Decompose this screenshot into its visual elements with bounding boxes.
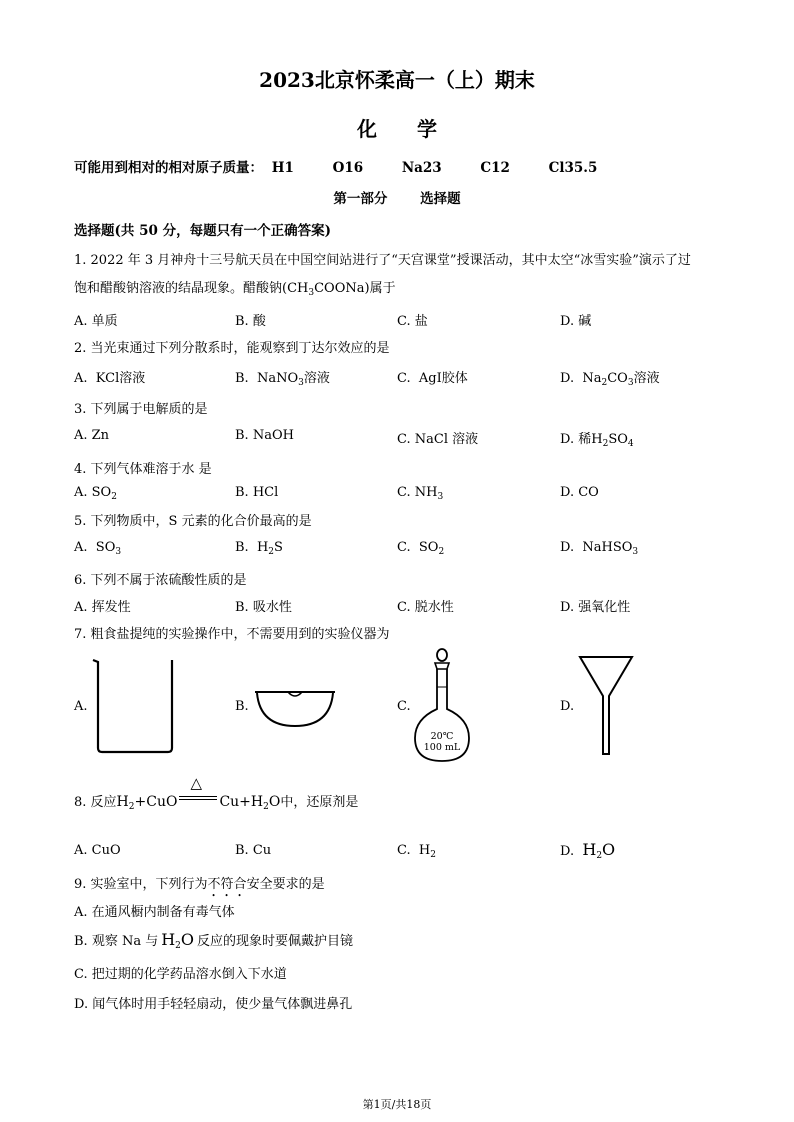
option-text: 溶液 <box>633 371 660 386</box>
q4-stem: 4. 下列气体难溶于水 是 <box>74 462 212 477</box>
q8-option-c[interactable] <box>397 843 436 860</box>
equals-sign <box>179 796 217 800</box>
option-text: 溶液 <box>303 371 330 386</box>
option-text: D. 稀 <box>560 432 592 447</box>
emphasis-text: 不符合 <box>207 877 247 892</box>
reaction <box>116 774 281 812</box>
formula: CH <box>287 281 309 296</box>
flask-label <box>410 731 474 753</box>
q2-option-c[interactable] <box>397 367 468 386</box>
formula-sub: 2 <box>128 802 135 812</box>
formula-sub: 2 <box>175 941 181 951</box>
q7-option-b[interactable]: B. <box>235 699 249 714</box>
q7-option-a[interactable]: A. <box>74 699 88 714</box>
formula: H <box>161 930 176 949</box>
option-letter: A. <box>74 371 88 386</box>
formula-sub: 2 <box>596 851 603 861</box>
mass-item: Na23 <box>401 160 442 176</box>
mass-item: C12 <box>480 160 510 176</box>
q8-option-b[interactable]: B. Cu <box>235 843 272 858</box>
subject-title: 化学 <box>357 117 477 141</box>
funnel-icon <box>577 654 635 758</box>
option-text: 胶体 <box>441 371 468 386</box>
formula: O <box>180 930 195 949</box>
mass-item: O16 <box>332 160 364 176</box>
masses-label: 可能用到相对的相对原子质量： <box>74 160 263 176</box>
formula-sub: 3 <box>115 547 122 557</box>
option-letter: D. <box>560 371 575 386</box>
q1-stem-line2 <box>74 277 396 298</box>
q4-option-c[interactable] <box>397 485 443 502</box>
formula-sub: 3 <box>298 378 304 388</box>
formula: S <box>274 540 283 555</box>
q5-option-a[interactable] <box>74 540 121 557</box>
formula: H <box>582 840 597 859</box>
option-letter: D. <box>560 540 575 555</box>
option-letter: B. <box>235 540 249 555</box>
q7-option-d[interactable]: D. <box>560 699 575 714</box>
formula <box>582 840 615 859</box>
option-text: 反应的现象时要佩戴护目镜 <box>197 934 354 949</box>
q6-option-c[interactable]: C. 脱水性 <box>397 600 454 615</box>
q2-option-d[interactable] <box>560 367 660 388</box>
flask-temp: 20℃ <box>430 731 454 742</box>
formula: H <box>591 432 603 447</box>
formula: Cu+H <box>219 794 264 810</box>
beaker-icon <box>90 656 180 756</box>
q1-text: )属于 <box>364 281 396 296</box>
q6-stem: 6. 下列不属于浓硫酸性质的是 <box>74 573 247 588</box>
q9-text: 安全要求的是 <box>246 877 325 892</box>
mass-item: H1 <box>271 160 294 176</box>
formula: COONa <box>314 281 365 296</box>
q9-stem <box>74 873 325 900</box>
formula-sub: 3 <box>308 288 315 298</box>
section-heading: 选择题(共 50 分，每题只有一个正确答案) <box>74 223 331 239</box>
formula <box>161 930 194 949</box>
page-footer: 第1页/共18页 <box>362 1098 432 1111</box>
formula: SO <box>95 540 116 555</box>
q3-option-d[interactable] <box>560 428 634 449</box>
formula: CO <box>607 371 628 386</box>
formula-sub: 2 <box>111 492 117 502</box>
q9-text: 9. 实验室中，下列行为 <box>74 877 208 892</box>
formula-sub: 3 <box>437 492 444 502</box>
q4-option-b[interactable]: B. HCl <box>235 485 279 500</box>
formula: H <box>418 843 431 858</box>
formula: NaHSO <box>582 540 633 555</box>
evaporating-dish-icon <box>252 686 338 732</box>
q5-option-b[interactable] <box>235 540 283 557</box>
formula: O <box>268 794 281 810</box>
q3-stem: 3. 下列属于电解质的是 <box>74 402 208 417</box>
formula: H <box>256 540 269 555</box>
q9-option-a[interactable]: A. 在通风橱内制备有毒气体 <box>74 905 235 920</box>
page-title: 2023北京怀柔高一（上）期末 <box>259 68 535 92</box>
formula-sub: 2 <box>263 802 269 812</box>
q8-option-d[interactable] <box>560 840 615 861</box>
formula: A. SO <box>74 485 112 500</box>
formula: +CuO <box>134 794 178 810</box>
q2-option-b[interactable] <box>235 367 330 388</box>
option-letter: A. <box>74 540 88 555</box>
formula: O <box>602 840 616 859</box>
formula: H <box>116 794 129 810</box>
formula: AgI <box>418 371 442 386</box>
q8-option-a[interactable]: A. CuO <box>74 843 121 858</box>
option-letter: C. <box>397 371 411 386</box>
q9-option-c[interactable]: C. 把过期的化学药品溶水倒入下水道 <box>74 967 287 982</box>
q2-stem: 2. 当光束通过下列分散系时，能观察到丁达尔效应的是 <box>74 341 390 356</box>
formula: SO <box>608 432 628 447</box>
q1-stem-line1: 1. 2022 年 3 月神舟十三号航天员在中国空间站进行了“天宫课堂”授课活动，其中太空“冰雪实验”演示了过 <box>74 253 691 268</box>
q1-option-c[interactable]: C. 盐 <box>397 314 428 329</box>
formula: SO <box>418 540 439 555</box>
q1-option-d[interactable]: D. 碱 <box>560 314 592 329</box>
option-letter: C. <box>397 843 411 858</box>
q2-option-a[interactable] <box>74 367 145 386</box>
formula-sub: 2 <box>268 547 275 557</box>
formula-sub: 4 <box>627 439 634 449</box>
part-heading <box>0 187 794 207</box>
formula-sub: 2 <box>601 378 608 388</box>
q7-stem: 7. 粗食盐提纯的实验操作中，不需要用到的实验仪器为 <box>74 627 390 642</box>
q4-option-d[interactable]: D. CO <box>560 485 599 500</box>
option-text: B. 观察 Na 与 <box>74 934 159 949</box>
formula: NaNO <box>256 371 299 386</box>
formula: C. NH <box>397 485 438 500</box>
q3-option-b[interactable]: B. NaOH <box>235 428 294 443</box>
formula: KCl <box>95 371 120 386</box>
q5-stem: 5. 下列物质中，S 元素的化合价最高的是 <box>74 514 312 529</box>
option-letter: D. <box>560 844 575 859</box>
formula: Na <box>582 371 602 386</box>
q8-text: 中，还原剂是 <box>280 795 359 810</box>
part-type: 选择题 <box>420 191 461 207</box>
q1-option-b[interactable]: B. 酸 <box>235 314 266 329</box>
flask-volume: 100 mL <box>423 742 461 753</box>
formula-sub: 3 <box>632 547 639 557</box>
q9-option-d[interactable]: D. 闻气体时用手轻轻扇动，使少量气体飘进鼻孔 <box>74 997 353 1012</box>
q4-option-a[interactable] <box>74 485 117 502</box>
q6-option-a[interactable]: A. 挥发性 <box>74 600 131 615</box>
atomic-masses <box>74 156 631 176</box>
q8-text: 8. 反应 <box>74 795 117 810</box>
formula-sub: 2 <box>602 439 609 449</box>
q1-text: 饱和醋酸钠溶液的结晶现象。醋酸钠( <box>74 281 288 296</box>
q6-option-b[interactable]: B. 吸水性 <box>235 600 292 615</box>
q1-option-a[interactable]: A. 单质 <box>74 314 118 329</box>
option-letter: B. <box>235 371 249 386</box>
part-name: 第一部分 <box>333 191 388 207</box>
q5-option-d[interactable] <box>560 540 638 557</box>
q6-option-d[interactable]: D. 强氧化性 <box>560 600 631 615</box>
formula-sub: 2 <box>438 547 445 557</box>
q7-option-c[interactable]: C. <box>397 699 411 714</box>
heat-symbol: △ <box>190 774 202 792</box>
q5-option-c[interactable] <box>397 540 444 557</box>
q9-option-b[interactable] <box>74 930 353 951</box>
formula-sub: 3 <box>627 378 634 388</box>
q8-stem <box>74 774 359 812</box>
option-letter: C. <box>397 540 411 555</box>
formula-sub: 2 <box>430 850 436 860</box>
option-text: 溶液 <box>119 371 146 386</box>
mass-item: Cl35.5 <box>548 160 598 176</box>
q3-option-a[interactable]: A. Zn <box>74 428 110 443</box>
heat-arrow <box>177 774 219 806</box>
q3-option-c[interactable]: C. NaCl 溶液 <box>397 432 479 447</box>
